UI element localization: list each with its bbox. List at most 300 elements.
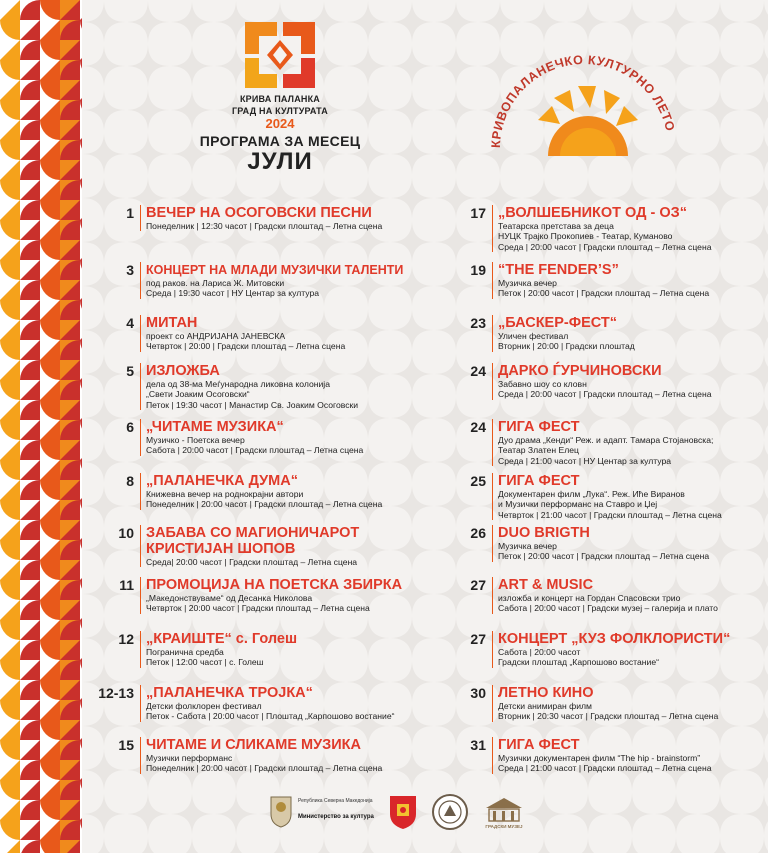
background-shape: [742, 132, 768, 176]
program-heading: ПРОГРАМА ЗА МЕСЕЦ: [199, 133, 361, 149]
pattern-tile: [20, 460, 40, 480]
event-info-line: Понеделник | 12:30 часот | Градски плоштад – Летна сцена: [146, 221, 383, 231]
pattern-tile: [0, 360, 20, 380]
header: [160, 18, 400, 175]
event-info-line: Среда | 21:00 часот | НУ Центар за култура: [498, 455, 672, 466]
pattern-tile: [20, 840, 40, 853]
pattern-tile: [20, 200, 40, 220]
pattern-tile: [0, 620, 20, 640]
event-info-line: Градски плоштад „Карпошово востание“: [498, 657, 659, 668]
background-shape: [522, 836, 566, 853]
pattern-tile: [20, 700, 40, 720]
event-info-line: Сабота | 20:00 часот | Градски плоштад – Летна сцена: [146, 445, 364, 456]
pattern-tile: [40, 280, 60, 300]
background-shape: [742, 440, 768, 484]
pattern-tile: [0, 300, 20, 320]
background-shape: [82, 220, 126, 264]
pattern-tile: [60, 100, 80, 120]
pattern-tile: [40, 500, 60, 520]
event-info-line: Детски фолклорен фестивал: [146, 701, 262, 711]
pattern-tile: [40, 560, 60, 580]
pattern-tile: [0, 580, 20, 600]
background-shape: [698, 0, 742, 44]
pattern-tile: [0, 400, 20, 420]
event-info-line: Уличен фестивал: [498, 331, 569, 341]
pattern-tile: [60, 680, 80, 700]
coat-of-arms-icon: [268, 794, 294, 828]
pattern-tile: [20, 300, 40, 320]
pattern-tile: [60, 580, 80, 600]
background-shape: [82, 0, 126, 44]
pattern-tile: [60, 640, 80, 660]
background-shape: [82, 836, 126, 853]
background-shape: [82, 132, 126, 176]
pattern-tile: [60, 80, 80, 100]
pattern-tile: [60, 60, 80, 80]
event-info-line: Вторник | 20:30 часот | Градски плоштад – Летна сцена: [498, 711, 719, 722]
event-info-line: Музичко - Поетска вечер: [146, 435, 245, 445]
pattern-tile: [40, 720, 60, 740]
pattern-tile: [60, 20, 80, 40]
background-shape: [742, 484, 768, 528]
city-name: КРИВА ПАЛАНКА: [239, 94, 320, 104]
pattern-tile: [20, 180, 40, 200]
background-shape: [82, 88, 126, 132]
pattern-tile: [20, 60, 40, 80]
event-title: КОНЦЕРТ „КУЗ ФОЛКЛОРИСТИ“: [498, 631, 731, 647]
ministry-block: [298, 798, 378, 822]
pattern-tile: [20, 740, 40, 760]
event-info-line: Петок | 20:00 часот | Градски плоштад – Летна сцена: [498, 551, 710, 562]
event-details: [140, 577, 402, 614]
event-title: „КРАИШТЕ“ с. Голеш: [146, 631, 298, 647]
pattern-tile: [60, 720, 80, 740]
event-title: “THE FENDER’S”: [498, 262, 619, 278]
pattern-tile: [40, 60, 60, 80]
pattern-tile: [40, 180, 60, 200]
sun-logo-icon: [478, 50, 688, 160]
event-info-line: Погранична средба: [146, 647, 224, 657]
event-details: [140, 419, 363, 456]
pattern-tile: [40, 660, 60, 680]
background-shape: [698, 836, 742, 853]
event-details: [140, 205, 382, 231]
pattern-tile: [0, 100, 20, 120]
background-shape: [742, 572, 768, 616]
event-day: 5: [126, 363, 134, 379]
background-shape: [434, 484, 478, 528]
pattern-tile: [40, 160, 60, 180]
event-title: ЧИТАМЕ И СЛИКАМЕ МУЗИКА: [146, 737, 361, 753]
event-title: ЗАБАВА СО МАГИОНИЧАРОТ: [146, 525, 360, 541]
pattern-tile: [60, 460, 80, 480]
event-title: DUO BRIGTH: [498, 525, 590, 541]
background-shape: [390, 440, 434, 484]
pattern-tile: [20, 220, 40, 240]
event-day: 19: [470, 262, 486, 278]
pattern-tile: [40, 380, 60, 400]
pattern-tile: [0, 40, 20, 60]
pattern-tile: [20, 320, 40, 340]
event-title: „ПАЛАНЕЧКА ТРОЈКА“: [146, 685, 313, 701]
event-info-line: Дуо драма „Кенди“ Реж. и адапт. Тамара Стојановска;: [498, 435, 714, 445]
background-shape: [654, 308, 698, 352]
background-shape: [434, 748, 478, 792]
background-shape: [742, 616, 768, 660]
event-info-line: Среда | 20:00 часот | Градски плоштад – Летна сцена: [498, 389, 712, 400]
event-details: [140, 631, 297, 668]
pattern-tile: [40, 680, 60, 700]
pattern-tile: [60, 160, 80, 180]
pattern-tile: [40, 700, 60, 720]
pattern-tile: [20, 560, 40, 580]
event-info-line: Среда| 20:00 часот | Градски плоштад – Летна сцена: [146, 557, 358, 567]
event-title: ВЕЧЕР НА ОСОГОВСКИ ПЕСНИ: [146, 205, 372, 221]
pattern-tile: [60, 480, 80, 500]
event-details: [492, 315, 635, 352]
background-shape: [258, 836, 302, 853]
background-shape: [522, 0, 566, 44]
pattern-tile: [0, 780, 20, 800]
background-shape: [742, 704, 768, 748]
pattern-tile: [60, 180, 80, 200]
background-shape: [742, 660, 768, 704]
background-shape: [742, 88, 768, 132]
pattern-tile: [0, 120, 20, 140]
pattern-tile: [20, 760, 40, 780]
pattern-tile: [20, 540, 40, 560]
event-info-line: проект со АНДРИЈАНА ЈАНЕВСКА: [146, 331, 286, 341]
background-shape: [390, 836, 434, 853]
pattern-tile: [0, 540, 20, 560]
pattern-tile: [20, 120, 40, 140]
pattern-tile: [20, 780, 40, 800]
pattern-tile: [0, 260, 20, 280]
event-day: 26: [470, 525, 486, 541]
pattern-tile: [60, 780, 80, 800]
event-info-line: „Свети Јоаким Осоговски“: [146, 389, 250, 400]
pattern-tile: [40, 220, 60, 240]
background-shape: [346, 836, 390, 853]
pattern-tile: [60, 540, 80, 560]
pattern-tile: [40, 80, 60, 100]
pattern-tile: [60, 500, 80, 520]
pattern-tile: [0, 0, 20, 20]
background-shape: [390, 220, 434, 264]
background-shape: [214, 836, 258, 853]
pattern-tile: [40, 100, 60, 120]
event-info-line: Среда | 20:00 часот | Градски плоштад – Летна сцена: [498, 241, 712, 252]
event-info-line: Петок | 12:00 часот | с. Голеш: [146, 657, 264, 668]
pattern-tile: [40, 480, 60, 500]
background-shape: [742, 528, 768, 572]
background-shape: [390, 660, 434, 704]
event-title: „БАСКЕР-ФЕСТ“: [498, 315, 617, 331]
city-museum-logo-icon: [482, 794, 526, 830]
background-shape: [566, 0, 610, 44]
pattern-tile: [20, 160, 40, 180]
pattern-tile: [20, 360, 40, 380]
event-info-line: дела од 38-ма Меѓународна ликовна колонија: [146, 379, 330, 389]
pattern-tile: [60, 240, 80, 260]
event-details: [140, 363, 358, 410]
pattern-tile: [60, 220, 80, 240]
event-info-line: „Македонствуваме“ од Десанка Николова: [146, 593, 313, 603]
pattern-tile: [40, 640, 60, 660]
event-info-line: Сабота | 20:00 часот | Градски музеј – галерија и плато: [498, 603, 718, 614]
pattern-tile: [60, 140, 80, 160]
background-shape: [390, 176, 434, 220]
pattern-tile: [60, 620, 80, 640]
background-shape: [346, 616, 390, 660]
pattern-tile: [40, 360, 60, 380]
pattern-tile: [60, 380, 80, 400]
event-info-line: Документарен филм „Лука“. Реж. Иће Виранов: [498, 489, 685, 499]
pattern-tile: [0, 160, 20, 180]
pattern-tile: [0, 240, 20, 260]
event-info-line: Музички документарен филм “The hip - brainstorm”: [498, 753, 701, 763]
background-shape: [214, 792, 258, 836]
background-shape: [698, 88, 742, 132]
event-title: ГИГА ФЕСТ: [498, 419, 580, 435]
pattern-tile: [40, 580, 60, 600]
pattern-tile: [20, 20, 40, 40]
pattern-tile: [20, 260, 40, 280]
pattern-tile: [40, 840, 60, 853]
event-day: 23: [470, 315, 486, 331]
pattern-tile: [20, 480, 40, 500]
event-day: 6: [126, 419, 134, 435]
pattern-tile: [20, 660, 40, 680]
background-shape: [434, 220, 478, 264]
background-shape: [742, 352, 768, 396]
pattern-tile: [20, 800, 40, 820]
pattern-tile: [0, 320, 20, 340]
pattern-tile: [40, 240, 60, 260]
event-details: [492, 737, 711, 774]
background-shape: [82, 792, 126, 836]
event-day: 4: [126, 315, 134, 331]
pattern-tile: [40, 620, 60, 640]
pattern-tile: [0, 480, 20, 500]
pattern-tile: [60, 0, 80, 20]
background-shape: [478, 0, 522, 44]
event-info-line: изложба и концерт на Гордан Спасовски трио: [498, 593, 681, 603]
pattern-tile: [20, 240, 40, 260]
pattern-tile: [60, 400, 80, 420]
background-shape: [390, 616, 434, 660]
background-shape: [390, 528, 434, 572]
event-details: [140, 685, 395, 722]
background-shape: [390, 704, 434, 748]
pattern-tile: [0, 140, 20, 160]
pattern-tile: [0, 280, 20, 300]
background-shape: [434, 44, 478, 88]
event-info-line: Забавно шоу со кловн: [498, 379, 587, 389]
pattern-tile: [40, 300, 60, 320]
background-shape: [82, 44, 126, 88]
pattern-tile: [20, 100, 40, 120]
pattern-tile: [60, 440, 80, 460]
event-details: [492, 631, 730, 668]
background-shape: [698, 308, 742, 352]
pattern-tile: [60, 740, 80, 760]
background-shape: [654, 792, 698, 836]
background-shape: [302, 836, 346, 853]
event-day: 12-13: [98, 685, 134, 701]
background-shape: [742, 220, 768, 264]
pattern-tile: [0, 500, 20, 520]
pattern-tile: [40, 760, 60, 780]
pattern-tile: [40, 20, 60, 40]
pattern-tile: [60, 360, 80, 380]
pattern-tile: [20, 620, 40, 640]
background-shape: [610, 792, 654, 836]
event-day: 25: [470, 473, 486, 489]
pattern-tile: [20, 820, 40, 840]
event-info-line: Среда | 21:00 часот | Градски плоштад – Летна сцена: [498, 763, 712, 774]
pattern-tile: [0, 640, 20, 660]
background-shape: [742, 44, 768, 88]
pattern-tile: [60, 300, 80, 320]
pattern-tile: [40, 780, 60, 800]
pattern-tile: [0, 720, 20, 740]
event-title: ГИГА ФЕСТ: [498, 473, 580, 489]
pattern-tile: [40, 420, 60, 440]
pattern-tile: [0, 840, 20, 853]
background-shape: [742, 396, 768, 440]
pattern-tile: [0, 820, 20, 840]
pattern-tile: [40, 820, 60, 840]
background-shape: [82, 748, 126, 792]
event-info-line: под раков. на Лариса Ж. Митовски: [146, 278, 285, 288]
event-day: 1: [126, 205, 134, 221]
background-shape: [390, 396, 434, 440]
event-details: [492, 685, 718, 722]
pattern-tile: [20, 0, 40, 20]
event-title-line2: КРИСТИЈАН ШОПОВ: [146, 541, 296, 557]
background-shape: [302, 616, 346, 660]
city-tagline: ГРАД НА КУЛТУРАТА: [231, 106, 329, 116]
pattern-tile: [40, 600, 60, 620]
event-info-line: Музичка вечер: [498, 541, 557, 551]
pattern-tile: [60, 760, 80, 780]
pattern-tile: [20, 380, 40, 400]
month-heading: ЈУЛИ: [247, 148, 313, 175]
event-day: 8: [126, 473, 134, 489]
event-details: [492, 577, 718, 614]
background-shape: [566, 836, 610, 853]
pattern-tile: [20, 40, 40, 60]
background-shape: [610, 0, 654, 44]
event-details: [140, 262, 403, 299]
pattern-tile: [20, 520, 40, 540]
pattern-tile: [0, 740, 20, 760]
pattern-tile: [60, 600, 80, 620]
pattern-tile: [20, 580, 40, 600]
pattern-tile: [60, 420, 80, 440]
pattern-tile: [40, 540, 60, 560]
pattern-tile: [20, 140, 40, 160]
event-info-line: Вторник | 20:00 | Градски плоштад: [498, 341, 635, 352]
background-shape: [434, 88, 478, 132]
pattern-tile: [20, 440, 40, 460]
event-info-line: Книжевна вечер на роднокрајни автори: [146, 489, 304, 499]
ministry-name: Министерство за култура: [298, 814, 374, 820]
background-shape: [522, 792, 566, 836]
pattern-tile: [60, 120, 80, 140]
pattern-tile: [0, 180, 20, 200]
event-day: 27: [470, 631, 486, 647]
event-details: [492, 473, 722, 520]
background-shape: [742, 308, 768, 352]
culture-center-seal-icon: [432, 794, 468, 830]
event-title: ДАРКО ЃУРЧИНОВСКИ: [498, 363, 662, 379]
pattern-tile: [40, 120, 60, 140]
background-shape: [434, 0, 478, 44]
pattern-tile: [0, 800, 20, 820]
event-day: 30: [470, 685, 486, 701]
event-info-line: Петок - Сабота | 20:00 часот | Плоштад „Карпошово востание“: [146, 711, 395, 722]
background-shape: [742, 264, 768, 308]
pattern-tile: [0, 760, 20, 780]
pattern-tile: [20, 680, 40, 700]
event-details: [140, 525, 359, 567]
event-day: 12: [118, 631, 134, 647]
pattern-tile: [40, 320, 60, 340]
event-details: [492, 363, 711, 400]
pattern-tile: [40, 440, 60, 460]
event-title: КОНЦЕРТ НА МЛАДИ МУЗИЧКИ ТАЛЕНТИ: [146, 263, 404, 277]
event-info-line: Детски анимиран филм: [498, 701, 592, 711]
pattern-tile: [0, 600, 20, 620]
background-shape: [742, 176, 768, 220]
event-details: [140, 315, 345, 352]
event-title: ПРОМОЦИЈА НА ПОЕТСКА ЗБИРКА: [146, 577, 403, 593]
pattern-tile: [20, 640, 40, 660]
pattern-tile: [40, 800, 60, 820]
event-day: 3: [126, 262, 134, 278]
festival-logo-text: КРИВОПАЛАНЕЧКО КУЛТУРНО ЛЕТО: [488, 52, 678, 149]
event-title: „ВОЛШЕБНИКОТ ОД - ОЗ“: [498, 205, 687, 221]
event-info-line: Четврток | 20:00 | Градски плоштад – Летна сцена: [146, 341, 346, 352]
pattern-tile: [40, 460, 60, 480]
pattern-tile: [20, 600, 40, 620]
event-details: [140, 473, 382, 510]
pattern-tile: [40, 520, 60, 540]
pattern-tile: [60, 280, 80, 300]
event-day: 11: [119, 577, 134, 593]
event-details: [492, 262, 709, 299]
background-shape: [390, 308, 434, 352]
pattern-tile: [60, 260, 80, 280]
background-shape: [346, 308, 390, 352]
background-shape: [434, 836, 478, 853]
background-shape: [610, 836, 654, 853]
pattern-tile: [0, 700, 20, 720]
event-title: „ПАЛАНЕЧКА ДУМА“: [146, 473, 298, 489]
event-info-line: Музички перформанс: [146, 753, 233, 763]
background-shape: [566, 792, 610, 836]
event-day: 27: [470, 577, 486, 593]
pattern-tile: [40, 140, 60, 160]
event-title: ART & MUSIC: [498, 577, 594, 593]
event-day: 24: [470, 363, 486, 379]
event-info-line: Сабота | 20:00 часот: [498, 647, 581, 657]
background-shape: [434, 132, 478, 176]
pattern-tile: [20, 280, 40, 300]
event-title: ИЗЛОЖБА: [146, 363, 220, 379]
